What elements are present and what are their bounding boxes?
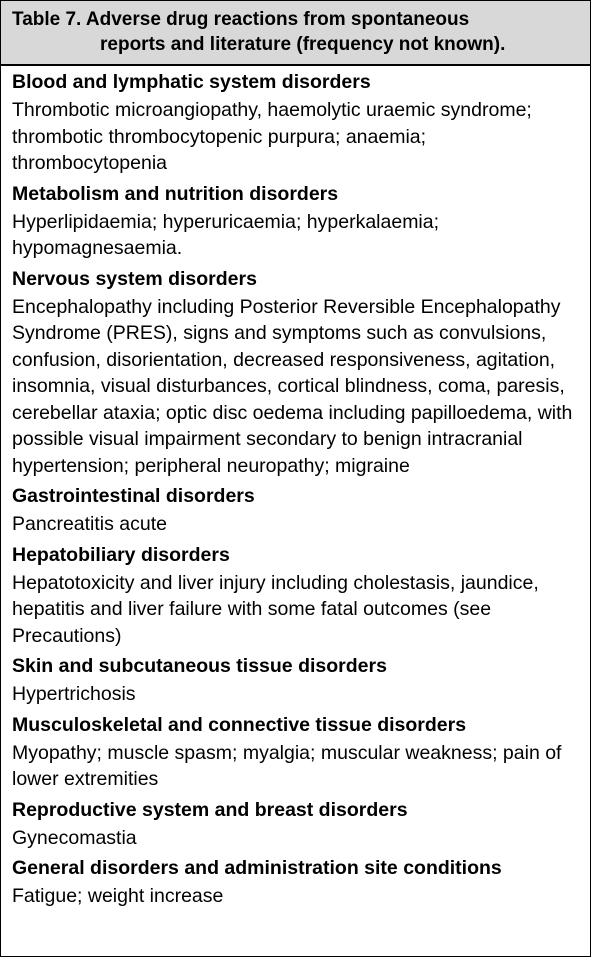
table-caption-line-2: reports and literature (frequency not known). (100, 34, 506, 55)
category-heading: Metabolism and nutrition disorders (12, 182, 339, 205)
category-reactions: Fatigue; weight increase (12, 885, 224, 907)
category-reproductive-breast (12, 797, 590, 852)
category-reactions: Gynecomastia (12, 826, 137, 849)
table-body (1, 69, 590, 910)
category-reactions: Hypertrichosis (12, 683, 136, 705)
category-metabolism-nutrition (12, 181, 590, 262)
category-heading: Blood and lymphatic system disorders (12, 71, 371, 93)
table-caption (1, 1, 590, 66)
category-heading: Nervous system disorders (12, 267, 257, 290)
category-heading: General disorders and administration site conditions (12, 857, 502, 879)
category-heading: Hepatobiliary disorders (12, 543, 230, 566)
table-caption-line-1: Table 7. Adverse drug reactions from spontaneous (12, 9, 470, 30)
category-general-administration (12, 855, 590, 910)
category-nervous-system (12, 266, 590, 480)
category-gastrointestinal (12, 483, 590, 538)
category-heading: Gastrointestinal disorders (12, 485, 255, 507)
category-heading: Musculoskeletal and connective tissue disorders (12, 713, 467, 736)
category-blood-lymphatic (12, 69, 590, 177)
category-heading: Reproductive system and breast disorders (12, 798, 408, 821)
category-reactions: Myopathy; muscle spasm; myalgia; muscular weakness; pain of lower extremities (12, 741, 562, 790)
category-hepatobiliary (12, 542, 590, 650)
category-reactions: Pancreatitis acute (12, 513, 168, 535)
category-skin-subcutaneous (12, 653, 590, 708)
category-reactions: Hepatotoxicity and liver injury including cholestasis, jaundice, hepatitis and liver failure with some fatal outcomes (see Precautions) (12, 571, 539, 647)
category-reactions: Encephalopathy including Posterior Reversible Encephalopathy Syndrome (PRES), signs and symptoms such as convulsions, confusion, disorientation, decreased responsiveness, agitation, insomnia, visual disturbances, cortical blindness, coma, paresis, cerebellar ataxia; optic disc oedema including papilloedema, with possible visual impairment secondary to benign intracranial hypertension; peripheral neuropathy; migraine (12, 295, 573, 477)
category-reactions: Hyperlipidaemia; hyperuricaemia; hyperkalaemia; hypomagnesaemia. (12, 210, 440, 259)
category-heading: Skin and subcutaneous tissue disorders (12, 655, 387, 677)
category-reactions: Thrombotic microangiopathy, haemolytic uraemic syndrome; thrombotic thrombocytopenic purpura; anaemia; thrombocytopenia (12, 99, 532, 174)
category-musculoskeletal (12, 712, 590, 793)
